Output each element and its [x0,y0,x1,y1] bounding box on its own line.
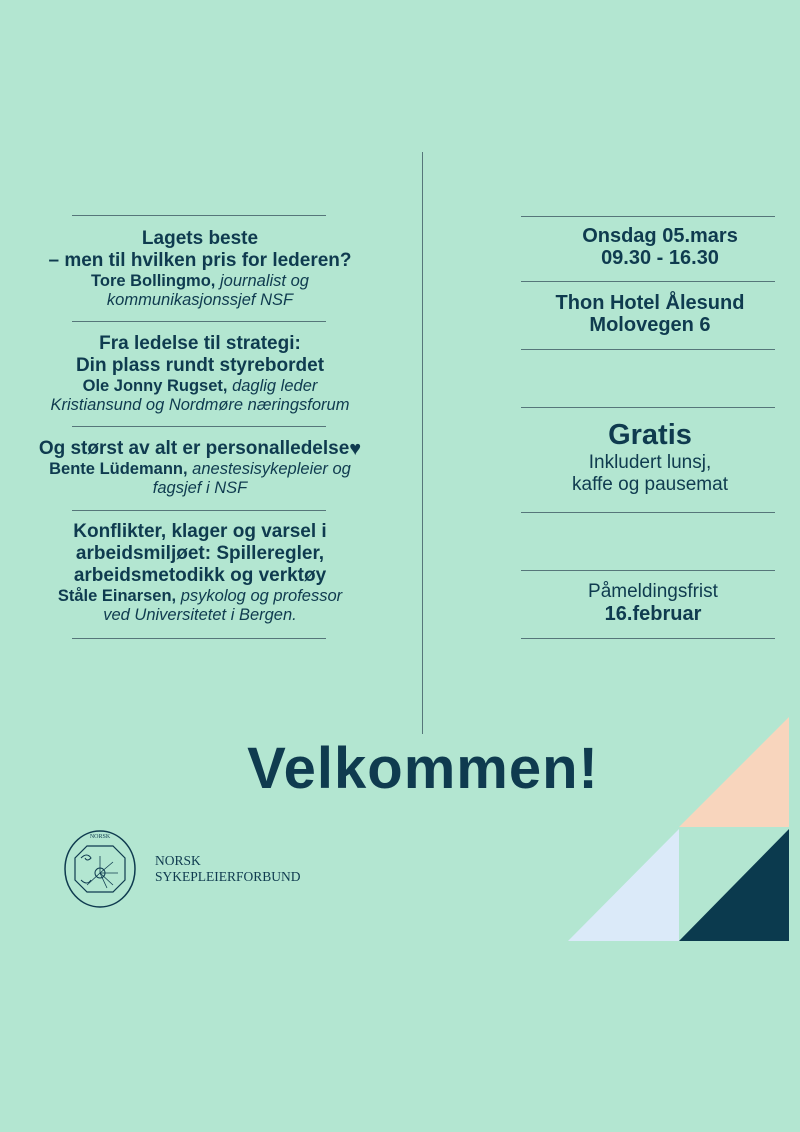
session-title: Din plass rundt styrebordet [75,355,325,376]
welcome-heading: Velkommen! [247,736,599,801]
speaker-role: fagsjef i NSF [152,479,248,497]
deadline-label: Påmeldingsfrist [588,581,718,602]
event-date: Onsdag 05.mars [582,225,738,247]
session-title: – men til hvilken pris for lederen? [48,250,352,271]
logo-line-1: NORSK [155,853,201,868]
logo-wordmark [155,853,301,885]
speaker-name: Ole Jonny Rugset, [82,377,228,395]
deadline-date: 16.februar [604,603,702,625]
speaker-role: anestesisykepleier og [192,460,351,478]
heart-icon: ♥ [349,438,362,460]
speaker-role: psykolog og professor [180,587,343,605]
session-title: Konflikter, klager og varsel i [73,521,327,542]
session-title: arbeidsmiljøet: Spilleregler, [75,543,325,564]
session-title: Fra ledelse til strategi: [99,333,301,354]
price-note: Inkludert lunsj, [588,452,712,473]
dark-triangle [679,829,789,941]
speaker-role: ved Universitetet i Bergen. [103,606,297,624]
speaker-name: Bente Lüdemann, [49,460,188,478]
speaker-role: kommunikasjonssjef NSF [106,291,294,309]
session-title: Lagets beste [141,228,259,249]
speaker-role: Kristiansund og Nordmøre næringsforum [50,396,350,414]
session-title: Og størst av alt er personalledelse [38,438,350,459]
logo-line-2: SYKEPLEIERFORBUND [155,869,301,884]
light-blue-triangle [568,829,679,941]
speaker-role: journalist og [219,272,309,290]
price-note: kaffe og pausemat [572,474,728,495]
speaker-name: Tore Bollingmo, [91,272,216,290]
venue-address: Molovegen 6 [589,314,711,336]
event-time: 09.30 - 16.30 [601,247,719,269]
speaker-role: daglig leder [232,377,318,395]
price: Gratis [608,419,692,451]
svg-text:NORSK: NORSK [89,834,111,840]
nsf-seal-logo [63,828,137,910]
speaker-name: Ståle Einarsen, [57,587,177,605]
peach-triangle [679,717,789,827]
session-title: arbeidsmetodikk og verktøy [73,565,327,586]
venue-name: Thon Hotel Ålesund [555,292,745,314]
